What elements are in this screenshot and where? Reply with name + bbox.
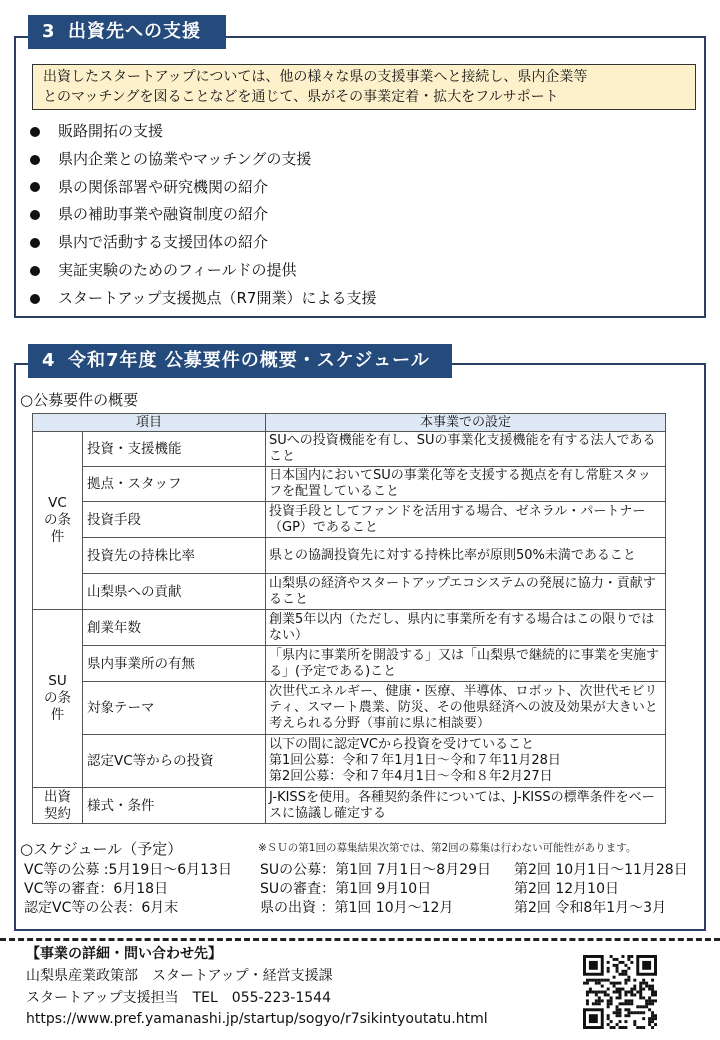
bullet-icon <box>30 238 40 248</box>
contact-phone: スタートアップ支援担当 TEL 055-223-1544 <box>26 990 331 1006</box>
bullet-icon <box>30 294 40 304</box>
requirements-heading: ○公募要件の概要 <box>20 391 139 409</box>
table-row: 山梨県への貢献 山梨県の経済やスタートアップエコシステムの発展に協力・貢献すること <box>33 574 666 610</box>
bullet-icon <box>30 182 40 192</box>
support-list <box>26 118 376 313</box>
header-item: 項目 <box>33 414 266 432</box>
list-item: 県の補助事業や融資制度の紹介 <box>26 201 376 229</box>
bullet-icon <box>30 266 40 276</box>
group-su: SUの条件 <box>33 610 83 788</box>
section-4-title: 4 令和7年度 公募要件の概要・スケジュール <box>28 344 452 378</box>
table-row: 県内事業所の有無 「県内に事業所を開設する」又は「山梨県で継続的に事業を実施する」(予定である)こと <box>33 646 666 682</box>
list-item: 県内企業との協業やマッチングの支援 <box>26 146 376 174</box>
bullet-icon <box>30 210 40 220</box>
section-3-summary <box>32 64 696 110</box>
list-item: 実証実験のためのフィールドの提供 <box>26 257 376 285</box>
schedule-heading: ○スケジュール（予定） <box>20 840 183 858</box>
group-contract: 出資契約 <box>33 788 83 824</box>
table-row: 出資契約 様式・条件 J-KISSを使用。各種契約条件については、J-KISSの標準条件をベースに協議し確定する <box>33 788 666 824</box>
table-row: 認定VC等からの投資 以下の間に認定VCから投資を受けていること 第1回公募：令和７年1月1日～令和７年11月28日 第2回公募：令和７年4月1日～令和８年2月27日 <box>33 735 666 788</box>
list-item: 県の関係部署や研究機関の紹介 <box>26 174 376 202</box>
contact-url-link[interactable]: https://www.pref.yamanashi.jp/startup/sogyo/r7sikintyoutatu.html <box>26 1011 488 1027</box>
list-item: 販路開拓の支援 <box>26 118 376 146</box>
investment-period-cell: 以下の間に認定VCから投資を受けていること 第1回公募：令和７年1月1日～令和７年11月28日 第2回公募：令和７年4月1日～令和８年2月27日 <box>266 735 666 788</box>
table-row: SUの条件 創業年数 創業5年以内（ただし、県内に事業所を有する場合はこの限りではない） <box>33 610 666 646</box>
summary-line-2: とのマッチングを図ることなどを通じて、県がその事業定着・拡大をフルサポート <box>43 89 559 105</box>
summary-line-1: 出資したスタートアップについては、他の様々な県の支援事業へと接続し、県内企業等 <box>43 69 588 85</box>
bullet-icon <box>30 155 40 165</box>
dashed-divider <box>0 938 720 941</box>
contact-heading: 【事業の詳細・問い合わせ先】 <box>26 946 222 962</box>
qr-code-icon <box>583 955 657 1029</box>
table-row: VCの条件 投資・支援機能 SUへの投資機能を有し、SUの事業化支援機能を有する法人であること <box>33 432 666 467</box>
table-row: 投資手段 投資手段としてファンドを活用する場合、ゼネラル・パートナー（GP）であること <box>33 502 666 538</box>
table-row: 対象テーマ 次世代エネルギー、健康・医療、半導体、ロボット、次世代モビリティ、スマート農業、防災、その他県経済への波及効果が大きいと考えられる分野（事前に県に相談要） <box>33 682 666 735</box>
table-header-row <box>33 414 666 432</box>
table-row: 投資先の持株比率 県との協調投資先に対する持株比率が原則50%未満であること <box>33 538 666 574</box>
schedule-note: ※ＳＵの第1回の募集結果次第では、第2回の募集は行わない可能性があります。 <box>258 842 637 854</box>
list-item: スタートアップ支援拠点（R7開業）による支援 <box>26 285 376 313</box>
contact-department: 山梨県産業政策部 スタートアップ・経営支援課 <box>26 968 333 984</box>
bullet-icon <box>30 127 40 137</box>
requirements-table <box>32 413 666 824</box>
table-row: 拠点・スタッフ 日本国内においてSUの事業化等を支援する拠点を有し常駐スタッフを配置していること <box>33 467 666 502</box>
list-item: 県内で活動する支援団体の紹介 <box>26 229 376 257</box>
header-setting: 本事業での設定 <box>266 414 666 432</box>
group-vc: VCの条件 <box>33 432 83 610</box>
section-3-box <box>14 36 706 318</box>
section-3-title: 3 出資先への支援 <box>28 15 226 49</box>
